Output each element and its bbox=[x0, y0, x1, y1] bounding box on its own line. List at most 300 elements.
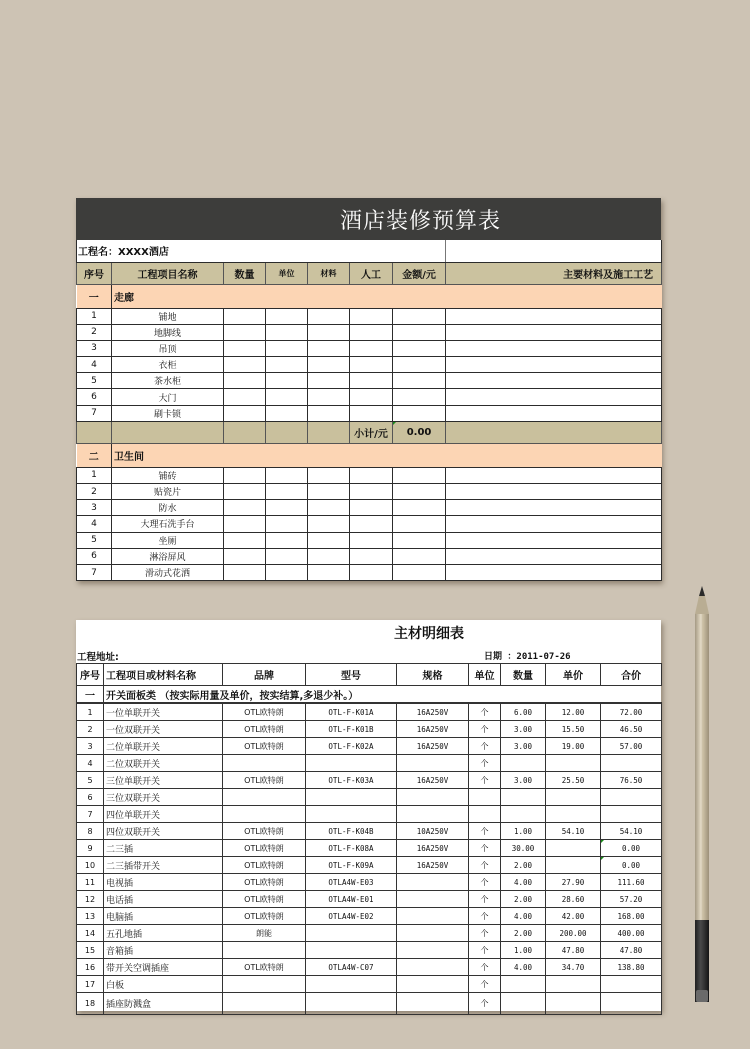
cell-model[interactable] bbox=[306, 976, 397, 993]
cell-model[interactable]: OTL-F-K04B bbox=[306, 823, 397, 840]
cell-no[interactable]: 4 bbox=[77, 357, 112, 373]
cell-name[interactable]: 带开关空调插座 bbox=[104, 959, 223, 976]
cell-unit-price[interactable]: 19.00 bbox=[546, 738, 601, 755]
cell-amount[interactable] bbox=[393, 389, 446, 405]
cell-no[interactable]: 1 bbox=[77, 467, 112, 483]
cell-unit[interactable] bbox=[266, 308, 308, 324]
cell-name[interactable]: 二位双联开关 bbox=[104, 755, 223, 772]
cell-no[interactable]: 1 bbox=[77, 308, 112, 324]
cell-no[interactable]: 7 bbox=[77, 405, 112, 421]
cell-model[interactable]: OTL-F-K03A bbox=[306, 772, 397, 789]
cell-qty[interactable]: 3.00 bbox=[501, 738, 546, 755]
cell-unit[interactable]: 个 bbox=[469, 738, 501, 755]
cell-qty[interactable] bbox=[224, 484, 266, 500]
cell-process[interactable] bbox=[446, 532, 662, 548]
cell-spec[interactable]: 16A250V bbox=[397, 840, 469, 857]
cell-qty[interactable] bbox=[501, 976, 546, 993]
cell-no[interactable]: 7 bbox=[77, 806, 104, 823]
cell-unit[interactable] bbox=[266, 564, 308, 580]
cell-unit-price[interactable]: 28.60 bbox=[546, 891, 601, 908]
cell-qty[interactable] bbox=[224, 357, 266, 373]
cell-unit[interactable]: 个 bbox=[469, 755, 501, 772]
cell-unit-price[interactable] bbox=[546, 806, 601, 823]
cell-qty[interactable]: 2.00 bbox=[501, 857, 546, 874]
cell-process[interactable] bbox=[446, 564, 662, 580]
cell-unit[interactable]: 个 bbox=[469, 993, 501, 1015]
cell-brand[interactable]: OTL欧特朗 bbox=[223, 891, 306, 908]
cell-material[interactable] bbox=[308, 564, 350, 580]
cell-total[interactable]: 54.10 bbox=[601, 823, 662, 840]
cell-unit[interactable] bbox=[266, 373, 308, 389]
cell-no[interactable]: 7 bbox=[77, 564, 112, 580]
cell-name[interactable]: 二三插 bbox=[104, 840, 223, 857]
cell-no[interactable]: 14 bbox=[77, 925, 104, 942]
cell-item[interactable]: 铺砖 bbox=[112, 467, 224, 483]
cell-material[interactable] bbox=[308, 324, 350, 340]
cell-amount[interactable] bbox=[393, 548, 446, 564]
cell-no[interactable]: 2 bbox=[77, 484, 112, 500]
cell-labor[interactable] bbox=[350, 357, 393, 373]
cell-brand[interactable] bbox=[223, 806, 306, 823]
cell-name[interactable]: 插座防溅盒 bbox=[104, 993, 223, 1015]
cell-model[interactable]: OTLA4W-E01 bbox=[306, 891, 397, 908]
cell-total[interactable]: 0.00 bbox=[601, 857, 662, 874]
cell-qty[interactable] bbox=[224, 548, 266, 564]
cell-brand[interactable]: OTL欧特朗 bbox=[223, 874, 306, 891]
cell-item[interactable]: 地脚线 bbox=[112, 324, 224, 340]
cell-model[interactable]: OTLA4W-E02 bbox=[306, 908, 397, 925]
cell-unit[interactable]: 个 bbox=[469, 942, 501, 959]
cell-unit-price[interactable]: 200.00 bbox=[546, 925, 601, 942]
cell-unit[interactable]: 个 bbox=[469, 857, 501, 874]
cell-qty[interactable] bbox=[501, 993, 546, 1015]
cell-process[interactable] bbox=[446, 373, 662, 389]
cell-model[interactable]: OTL-F-K08A bbox=[306, 840, 397, 857]
cell-process[interactable] bbox=[446, 484, 662, 500]
cell-spec[interactable] bbox=[397, 874, 469, 891]
cell-total[interactable]: 138.80 bbox=[601, 959, 662, 976]
cell-labor[interactable] bbox=[350, 340, 393, 356]
cell-material[interactable] bbox=[308, 467, 350, 483]
cell-item[interactable]: 防水 bbox=[112, 500, 224, 516]
cell-material[interactable] bbox=[308, 405, 350, 421]
cell-name[interactable]: 四位双联开关 bbox=[104, 823, 223, 840]
cell-unit[interactable]: 个 bbox=[469, 823, 501, 840]
cell-item[interactable]: 滑动式花洒 bbox=[112, 564, 224, 580]
cell-spec[interactable]: 16A250V bbox=[397, 704, 469, 721]
cell-name[interactable]: 三位单联开关 bbox=[104, 772, 223, 789]
cell-total[interactable]: 46.50 bbox=[601, 721, 662, 738]
cell-total[interactable]: 400.00 bbox=[601, 925, 662, 942]
cell-process[interactable] bbox=[446, 340, 662, 356]
cell-spec[interactable] bbox=[397, 925, 469, 942]
cell-spec[interactable]: 10A250V bbox=[397, 823, 469, 840]
cell-unit[interactable]: 个 bbox=[469, 840, 501, 857]
cell-name[interactable]: 电话插 bbox=[104, 891, 223, 908]
cell-model[interactable]: OTL-F-K01A bbox=[306, 704, 397, 721]
cell-unit[interactable] bbox=[266, 389, 308, 405]
cell-qty[interactable] bbox=[224, 324, 266, 340]
cell-process[interactable] bbox=[446, 357, 662, 373]
cell-labor[interactable] bbox=[350, 516, 393, 532]
cell-unit[interactable]: 个 bbox=[469, 772, 501, 789]
cell-qty[interactable]: 6.00 bbox=[501, 704, 546, 721]
cell-unit-price[interactable]: 12.00 bbox=[546, 704, 601, 721]
cell-amount[interactable] bbox=[393, 484, 446, 500]
cell-spec[interactable] bbox=[397, 891, 469, 908]
cell-labor[interactable] bbox=[350, 564, 393, 580]
cell-unit[interactable] bbox=[266, 467, 308, 483]
cell-unit-price[interactable] bbox=[546, 840, 601, 857]
cell-labor[interactable] bbox=[350, 532, 393, 548]
cell-process[interactable] bbox=[446, 308, 662, 324]
cell-brand[interactable] bbox=[223, 942, 306, 959]
cell-no[interactable]: 5 bbox=[77, 772, 104, 789]
cell-no[interactable]: 11 bbox=[77, 874, 104, 891]
cell-model[interactable] bbox=[306, 993, 397, 1015]
cell-model[interactable]: OTL-F-K09A bbox=[306, 857, 397, 874]
cell-amount[interactable] bbox=[393, 532, 446, 548]
cell-amount[interactable] bbox=[393, 373, 446, 389]
cell-total[interactable] bbox=[601, 806, 662, 823]
cell-amount[interactable] bbox=[393, 467, 446, 483]
cell-qty[interactable]: 1.00 bbox=[501, 823, 546, 840]
subtotal-blank[interactable] bbox=[308, 421, 350, 443]
cell-spec[interactable] bbox=[397, 976, 469, 993]
cell-no[interactable]: 6 bbox=[77, 389, 112, 405]
cell-qty[interactable]: 2.00 bbox=[501, 925, 546, 942]
cell-qty[interactable]: 4.00 bbox=[501, 908, 546, 925]
cell-no[interactable]: 8 bbox=[77, 823, 104, 840]
date-label[interactable]: 日期 ：2011-07-26 bbox=[484, 652, 571, 662]
cell-material[interactable] bbox=[308, 373, 350, 389]
cell-item[interactable]: 淋浴屏风 bbox=[112, 548, 224, 564]
subtotal-blank[interactable] bbox=[77, 421, 112, 443]
cell-total[interactable]: 72.00 bbox=[601, 704, 662, 721]
cell-no[interactable]: 3 bbox=[77, 500, 112, 516]
cell-item[interactable]: 铺地 bbox=[112, 308, 224, 324]
project-address-label[interactable]: 工程地址: bbox=[77, 652, 119, 663]
cell-labor[interactable] bbox=[350, 308, 393, 324]
cell-unit-price[interactable] bbox=[546, 857, 601, 874]
cell-qty[interactable] bbox=[224, 500, 266, 516]
cell-unit-price[interactable]: 42.00 bbox=[546, 908, 601, 925]
table-row bbox=[77, 891, 662, 908]
cell-qty[interactable] bbox=[224, 467, 266, 483]
cell-name[interactable]: 白板 bbox=[104, 976, 223, 993]
cell-no[interactable]: 6 bbox=[77, 789, 104, 806]
cell-no[interactable]: 12 bbox=[77, 891, 104, 908]
cell-material[interactable] bbox=[308, 308, 350, 324]
cell-model[interactable]: OTL-F-K01B bbox=[306, 721, 397, 738]
cell-qty[interactable]: 2.00 bbox=[501, 891, 546, 908]
section-name[interactable]: 走廊 bbox=[112, 284, 662, 308]
cell-brand[interactable] bbox=[223, 993, 306, 1015]
cell-no[interactable]: 13 bbox=[77, 908, 104, 925]
cell-amount[interactable] bbox=[393, 500, 446, 516]
cell-model[interactable]: OTL-F-K02A bbox=[306, 738, 397, 755]
cell-item[interactable]: 茶水柜 bbox=[112, 373, 224, 389]
cell-process[interactable] bbox=[446, 467, 662, 483]
cell-spec[interactable]: 16A250V bbox=[397, 738, 469, 755]
cell-unit-price[interactable]: 47.80 bbox=[546, 942, 601, 959]
section-name[interactable]: 卫生间 bbox=[112, 443, 662, 467]
cell-total[interactable] bbox=[601, 789, 662, 806]
cell-unit-price[interactable] bbox=[546, 789, 601, 806]
cell-unit-price[interactable] bbox=[546, 993, 601, 1015]
cell-labor[interactable] bbox=[350, 484, 393, 500]
cell-total[interactable] bbox=[601, 993, 662, 1015]
cell-item[interactable]: 坐厕 bbox=[112, 532, 224, 548]
cell-brand[interactable] bbox=[223, 789, 306, 806]
cell-total[interactable]: 168.00 bbox=[601, 908, 662, 925]
cell-no[interactable]: 18 bbox=[77, 993, 104, 1015]
cell-item[interactable]: 吊顶 bbox=[112, 340, 224, 356]
cell-item[interactable]: 刷卡锁 bbox=[112, 405, 224, 421]
cell-qty[interactable] bbox=[224, 405, 266, 421]
cell-item[interactable]: 大理石洗手台 bbox=[112, 516, 224, 532]
subtotal-value[interactable]: 0.00 bbox=[393, 421, 446, 443]
cell-unit[interactable] bbox=[266, 548, 308, 564]
subtotal-blank[interactable] bbox=[446, 421, 662, 443]
cell-brand[interactable]: OTL欧特朗 bbox=[223, 738, 306, 755]
cell-brand[interactable] bbox=[223, 976, 306, 993]
cell-amount[interactable] bbox=[393, 308, 446, 324]
cell-unit[interactable]: 个 bbox=[469, 959, 501, 976]
col-header-name: 工程项目或材料名称 bbox=[104, 664, 223, 686]
cell-name[interactable]: 二三插带开关 bbox=[104, 857, 223, 874]
cell-qty[interactable] bbox=[224, 532, 266, 548]
cell-material[interactable] bbox=[308, 532, 350, 548]
cell-qty[interactable]: 1.00 bbox=[501, 942, 546, 959]
cell-unit[interactable]: 个 bbox=[469, 891, 501, 908]
cell-name[interactable]: 一位双联开关 bbox=[104, 721, 223, 738]
cell-name[interactable]: 一位单联开关 bbox=[104, 704, 223, 721]
cell-unit-price[interactable]: 25.50 bbox=[546, 772, 601, 789]
cell-item[interactable]: 贴瓷片 bbox=[112, 484, 224, 500]
cell-model[interactable] bbox=[306, 925, 397, 942]
project-name[interactable]: 工程名：XXXX酒店 bbox=[77, 240, 446, 262]
cell-name[interactable]: 音箱插 bbox=[104, 942, 223, 959]
cell-unit[interactable]: 个 bbox=[469, 704, 501, 721]
cell-qty[interactable] bbox=[224, 564, 266, 580]
cell-total[interactable] bbox=[601, 976, 662, 993]
cell-labor[interactable] bbox=[350, 405, 393, 421]
cell-qty[interactable] bbox=[224, 340, 266, 356]
cell-total[interactable]: 76.50 bbox=[601, 772, 662, 789]
cell-unit-price[interactable] bbox=[546, 976, 601, 993]
cell-labor[interactable] bbox=[350, 500, 393, 516]
cell-labor[interactable] bbox=[350, 373, 393, 389]
cell-process[interactable] bbox=[446, 324, 662, 340]
cell-brand[interactable]: OTL欧特朗 bbox=[223, 908, 306, 925]
cell-no[interactable]: 3 bbox=[77, 738, 104, 755]
cell-brand[interactable]: OTL欧特朗 bbox=[223, 772, 306, 789]
cell-spec[interactable] bbox=[397, 993, 469, 1015]
cell-unit[interactable] bbox=[469, 789, 501, 806]
cell-no[interactable]: 17 bbox=[77, 976, 104, 993]
cell-model[interactable] bbox=[306, 806, 397, 823]
cell-no[interactable]: 6 bbox=[77, 548, 112, 564]
col-header-no: 序号 bbox=[77, 664, 104, 686]
cell-no[interactable]: 2 bbox=[77, 721, 104, 738]
cell-material[interactable] bbox=[308, 548, 350, 564]
cell-unit[interactable]: 个 bbox=[469, 976, 501, 993]
cell-total[interactable]: 47.80 bbox=[601, 942, 662, 959]
materials-sheet bbox=[76, 620, 661, 1011]
cell-amount[interactable] bbox=[393, 357, 446, 373]
cell-spec[interactable]: 16A250V bbox=[397, 721, 469, 738]
cell-amount[interactable] bbox=[393, 405, 446, 421]
cell-brand[interactable]: OTL欧特朗 bbox=[223, 704, 306, 721]
col-header-amount: 金额/元 bbox=[393, 262, 446, 284]
cell-amount[interactable] bbox=[393, 564, 446, 580]
cell-model[interactable] bbox=[306, 789, 397, 806]
cell-process[interactable] bbox=[446, 389, 662, 405]
cell-qty[interactable] bbox=[224, 308, 266, 324]
cell-total[interactable]: 57.00 bbox=[601, 738, 662, 755]
subtotal-blank[interactable] bbox=[224, 421, 266, 443]
cell-unit[interactable]: 个 bbox=[469, 721, 501, 738]
cell-item[interactable]: 大门 bbox=[112, 389, 224, 405]
cell-no[interactable]: 4 bbox=[77, 516, 112, 532]
cell-total[interactable]: 57.20 bbox=[601, 891, 662, 908]
cell-labor[interactable] bbox=[350, 467, 393, 483]
cell-qty[interactable]: 3.00 bbox=[501, 772, 546, 789]
cell-material[interactable] bbox=[308, 389, 350, 405]
cell-no[interactable]: 10 bbox=[77, 857, 104, 874]
cell-qty[interactable] bbox=[501, 755, 546, 772]
cell-unit-price[interactable]: 34.70 bbox=[546, 959, 601, 976]
cell-brand[interactable]: OTL欧特朗 bbox=[223, 959, 306, 976]
cell-total[interactable]: 111.60 bbox=[601, 874, 662, 891]
cell-material[interactable] bbox=[308, 357, 350, 373]
cell-qty[interactable] bbox=[501, 789, 546, 806]
cell-unit-price[interactable] bbox=[546, 755, 601, 772]
cell-material[interactable] bbox=[308, 340, 350, 356]
cell-process[interactable] bbox=[446, 548, 662, 564]
cell-no[interactable]: 5 bbox=[77, 532, 112, 548]
cell-qty[interactable] bbox=[501, 806, 546, 823]
cell-unit[interactable] bbox=[266, 357, 308, 373]
cell-unit[interactable] bbox=[266, 532, 308, 548]
cell-brand[interactable]: 朗能 bbox=[223, 925, 306, 942]
cell-no[interactable]: 1 bbox=[77, 704, 104, 721]
cell-brand[interactable] bbox=[223, 755, 306, 772]
cell-process[interactable] bbox=[446, 500, 662, 516]
cell-model[interactable] bbox=[306, 755, 397, 772]
subtotal-blank[interactable] bbox=[112, 421, 224, 443]
project-info-blank[interactable] bbox=[446, 240, 662, 262]
cell-brand[interactable]: OTL欧特朗 bbox=[223, 823, 306, 840]
cell-name[interactable]: 四位单联开关 bbox=[104, 806, 223, 823]
cell-no[interactable]: 15 bbox=[77, 942, 104, 959]
section-row-bathroom bbox=[77, 443, 662, 467]
cell-labor[interactable] bbox=[350, 548, 393, 564]
cell-labor[interactable] bbox=[350, 389, 393, 405]
cell-process[interactable] bbox=[446, 405, 662, 421]
cell-unit-price[interactable]: 54.10 bbox=[546, 823, 601, 840]
cell-qty[interactable]: 4.00 bbox=[501, 874, 546, 891]
cell-unit[interactable]: 个 bbox=[469, 874, 501, 891]
cell-brand[interactable]: OTL欧特朗 bbox=[223, 857, 306, 874]
cell-qty[interactable] bbox=[224, 516, 266, 532]
cell-amount[interactable] bbox=[393, 340, 446, 356]
table-row bbox=[77, 405, 662, 421]
cell-material[interactable] bbox=[308, 500, 350, 516]
cell-unit[interactable] bbox=[266, 484, 308, 500]
cell-brand[interactable]: OTL欧特朗 bbox=[223, 840, 306, 857]
cell-model[interactable]: OTLA4W-C07 bbox=[306, 959, 397, 976]
cell-unit[interactable] bbox=[266, 405, 308, 421]
cell-unit[interactable] bbox=[469, 806, 501, 823]
cell-brand[interactable]: OTL欧特朗 bbox=[223, 721, 306, 738]
cell-spec[interactable]: 16A250V bbox=[397, 772, 469, 789]
cell-name[interactable]: 五孔地插 bbox=[104, 925, 223, 942]
cell-name[interactable]: 电视插 bbox=[104, 874, 223, 891]
cell-qty[interactable]: 4.00 bbox=[501, 959, 546, 976]
cell-qty[interactable] bbox=[224, 389, 266, 405]
cell-spec[interactable] bbox=[397, 806, 469, 823]
table-row bbox=[77, 500, 662, 516]
cell-name[interactable]: 电脑插 bbox=[104, 908, 223, 925]
cell-spec[interactable] bbox=[397, 755, 469, 772]
cell-no[interactable]: 9 bbox=[77, 840, 104, 857]
cell-unit[interactable]: 个 bbox=[469, 908, 501, 925]
cell-unit[interactable] bbox=[266, 500, 308, 516]
cell-total[interactable]: 0.00 bbox=[601, 840, 662, 857]
cell-qty[interactable] bbox=[224, 373, 266, 389]
cell-total[interactable] bbox=[601, 755, 662, 772]
cell-spec[interactable] bbox=[397, 789, 469, 806]
cell-spec[interactable] bbox=[397, 959, 469, 976]
cell-unit[interactable]: 个 bbox=[469, 925, 501, 942]
table-row bbox=[77, 772, 662, 789]
cell-spec[interactable] bbox=[397, 942, 469, 959]
cell-material[interactable] bbox=[308, 516, 350, 532]
cell-unit-price[interactable]: 27.90 bbox=[546, 874, 601, 891]
cell-process[interactable] bbox=[446, 516, 662, 532]
cell-unit[interactable] bbox=[266, 516, 308, 532]
cell-no[interactable]: 16 bbox=[77, 959, 104, 976]
cell-no[interactable]: 5 bbox=[77, 373, 112, 389]
table-row bbox=[77, 532, 662, 548]
cell-model[interactable] bbox=[306, 942, 397, 959]
cell-item[interactable]: 衣柜 bbox=[112, 357, 224, 373]
cell-unit[interactable] bbox=[266, 324, 308, 340]
table-row bbox=[77, 993, 662, 1015]
cell-name[interactable]: 三位双联开关 bbox=[104, 789, 223, 806]
cell-unit-price[interactable]: 15.50 bbox=[546, 721, 601, 738]
cell-name[interactable]: 二位单联开关 bbox=[104, 738, 223, 755]
cell-unit[interactable] bbox=[266, 340, 308, 356]
category-label[interactable]: 开关面板类 （按实际用量及单价，按实结算,多退少补。） bbox=[104, 686, 662, 703]
cell-qty[interactable]: 3.00 bbox=[501, 721, 546, 738]
cell-no[interactable]: 2 bbox=[77, 324, 112, 340]
cell-qty[interactable]: 30.00 bbox=[501, 840, 546, 857]
cell-no[interactable]: 3 bbox=[77, 340, 112, 356]
cell-spec[interactable] bbox=[397, 908, 469, 925]
cell-labor[interactable] bbox=[350, 324, 393, 340]
subtotal-blank[interactable] bbox=[266, 421, 308, 443]
cell-amount[interactable] bbox=[393, 324, 446, 340]
cell-material[interactable] bbox=[308, 484, 350, 500]
cell-model[interactable]: OTLA4W-E03 bbox=[306, 874, 397, 891]
cell-amount[interactable] bbox=[393, 516, 446, 532]
cell-spec[interactable]: 16A250V bbox=[397, 857, 469, 874]
cell-no[interactable]: 4 bbox=[77, 755, 104, 772]
budget-title-bar bbox=[76, 198, 661, 240]
